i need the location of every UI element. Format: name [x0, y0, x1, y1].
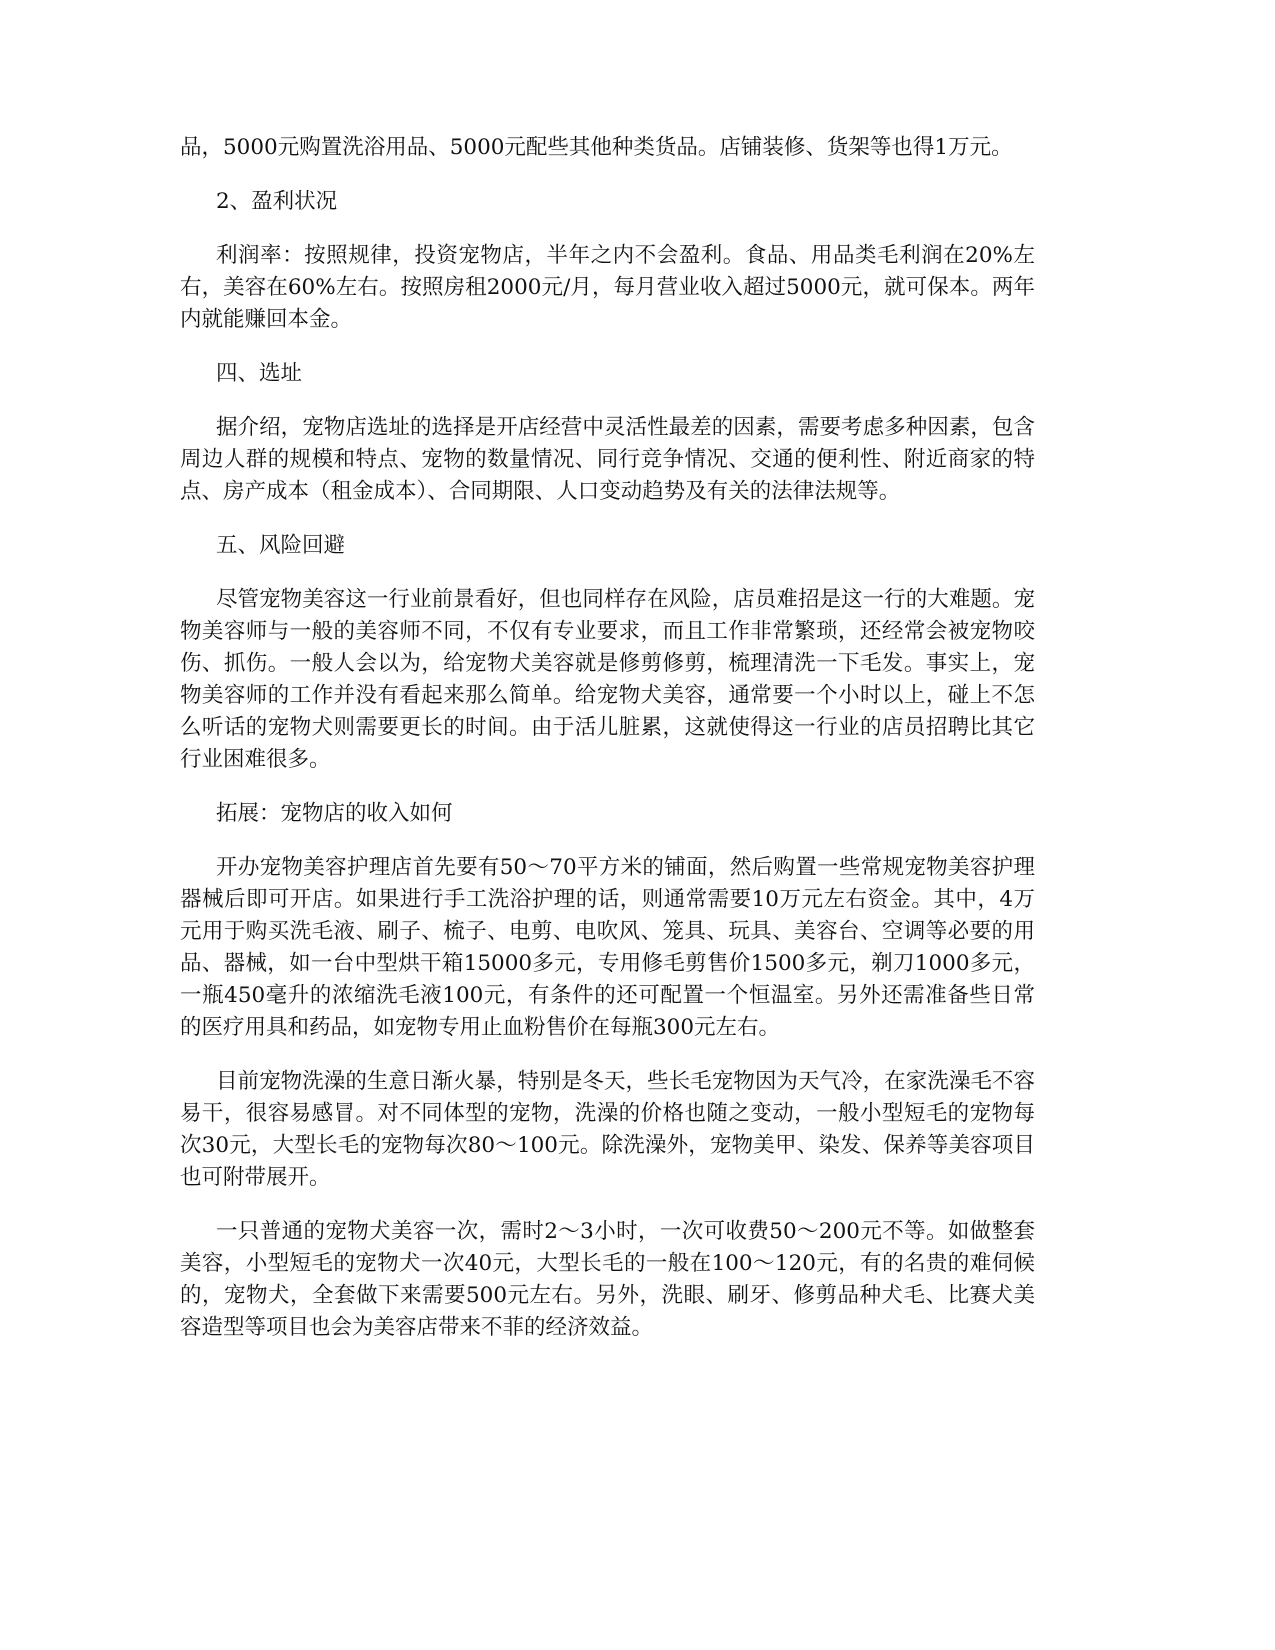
section-heading-risk: 五、风险回避 — [216, 533, 346, 558]
paragraph-profit-rate: 利润率：按照规律，投资宠物店，半年之内不会盈利。食品、用品类毛利润在20%左右，美容在60%左右。按照房租2000元/月，每月营业收入超过5000元，就可保本。两年内就能赚回本金。 — [180, 243, 1035, 332]
paragraph-startup-cost: 开办宠物美容护理店首先要有50～70平方米的铺面，然后购置一些常规宠物美容护理器械后即可开店。如果进行手工洗浴护理的话，则通常需要10万元左右资金。其中，4万元用于购买洗毛液、刷子、梳子、电剪、电吹风、笼具、玩具、美容台、空调等必要的用品、器械，如一台中型烘干箱15000多元，专用修毛剪售价1500多元，剃刀1000多元，一瓶450毫升的浓缩洗毛液100元，有条件的还可配置一个恒温室。另外还需准备些日常的医疗用具和药品，如宠物专用止血粉售价在每瓶300元左右。 — [180, 855, 1035, 1040]
section-heading-extension: 拓展：宠物店的收入如何 — [216, 801, 453, 826]
document-body — [180, 132, 1035, 1366]
paragraph-continued-budget: 品，5000元购置洗浴用品、5000元配些其他种类货品。店铺装修、货架等也得1万元。 — [180, 135, 1013, 160]
paragraph-location: 据介绍，宠物店选址的选择是开店经营中灵活性最差的因素，需要考虑多种因素，包含周边人群的规模和特点、宠物的数量情况、同行竞争情况、交通的便利性、附近商家的特点、房产成本（租金成本）、合同期限、人口变动趋势及有关的法律法规等。 — [180, 415, 1035, 504]
paragraph-bathing: 目前宠物洗澡的生意日渐火暴，特别是冬天，些长毛宠物因为天气冷，在家洗澡毛不容易干，很容易感冒。对不同体型的宠物，洗澡的价格也随之变动，一般小型短毛的宠物每次30元，大型长毛的宠物每次80～100元。除洗澡外，宠物美甲、染发、保养等美容项目也可附带展开。 — [180, 1069, 1035, 1190]
paragraph-grooming-fees: 一只普通的宠物犬美容一次，需时2～3小时，一次可收费50～200元不等。如做整套美容，小型短毛的宠物犬一次40元，大型长毛的一般在100～120元，有的名贵的难伺候的，宠物犬，全套做下来需要500元左右。另外，洗眼、刷牙、修剪品种犬毛、比赛犬美容造型等项目也会为美容店带来不菲的经济效益。 — [180, 1219, 1035, 1340]
section-heading-location: 四、选址 — [216, 361, 303, 386]
paragraph-risk: 尽管宠物美容这一行业前景看好，但也同样存在风险，店员难招是这一行的大难题。宠物美容师与一般的美容师不同，不仅有专业要求，而且工作非常繁琐，还经常会被宠物咬伤、抓伤。一般人会以为，给宠物犬美容就是修剪修剪，梳理清洗一下毛发。事实上，宠物美容师的工作并没有看起来那么简单。给宠物犬美容，通常要一个小时以上，碰上不怎么听话的宠物犬则需要更长的时间。由于活儿脏累，这就使得这一行业的店员招聘比其它行业困难很多。 — [180, 587, 1035, 772]
section-heading-profit: 2、盈利状况 — [216, 189, 338, 214]
